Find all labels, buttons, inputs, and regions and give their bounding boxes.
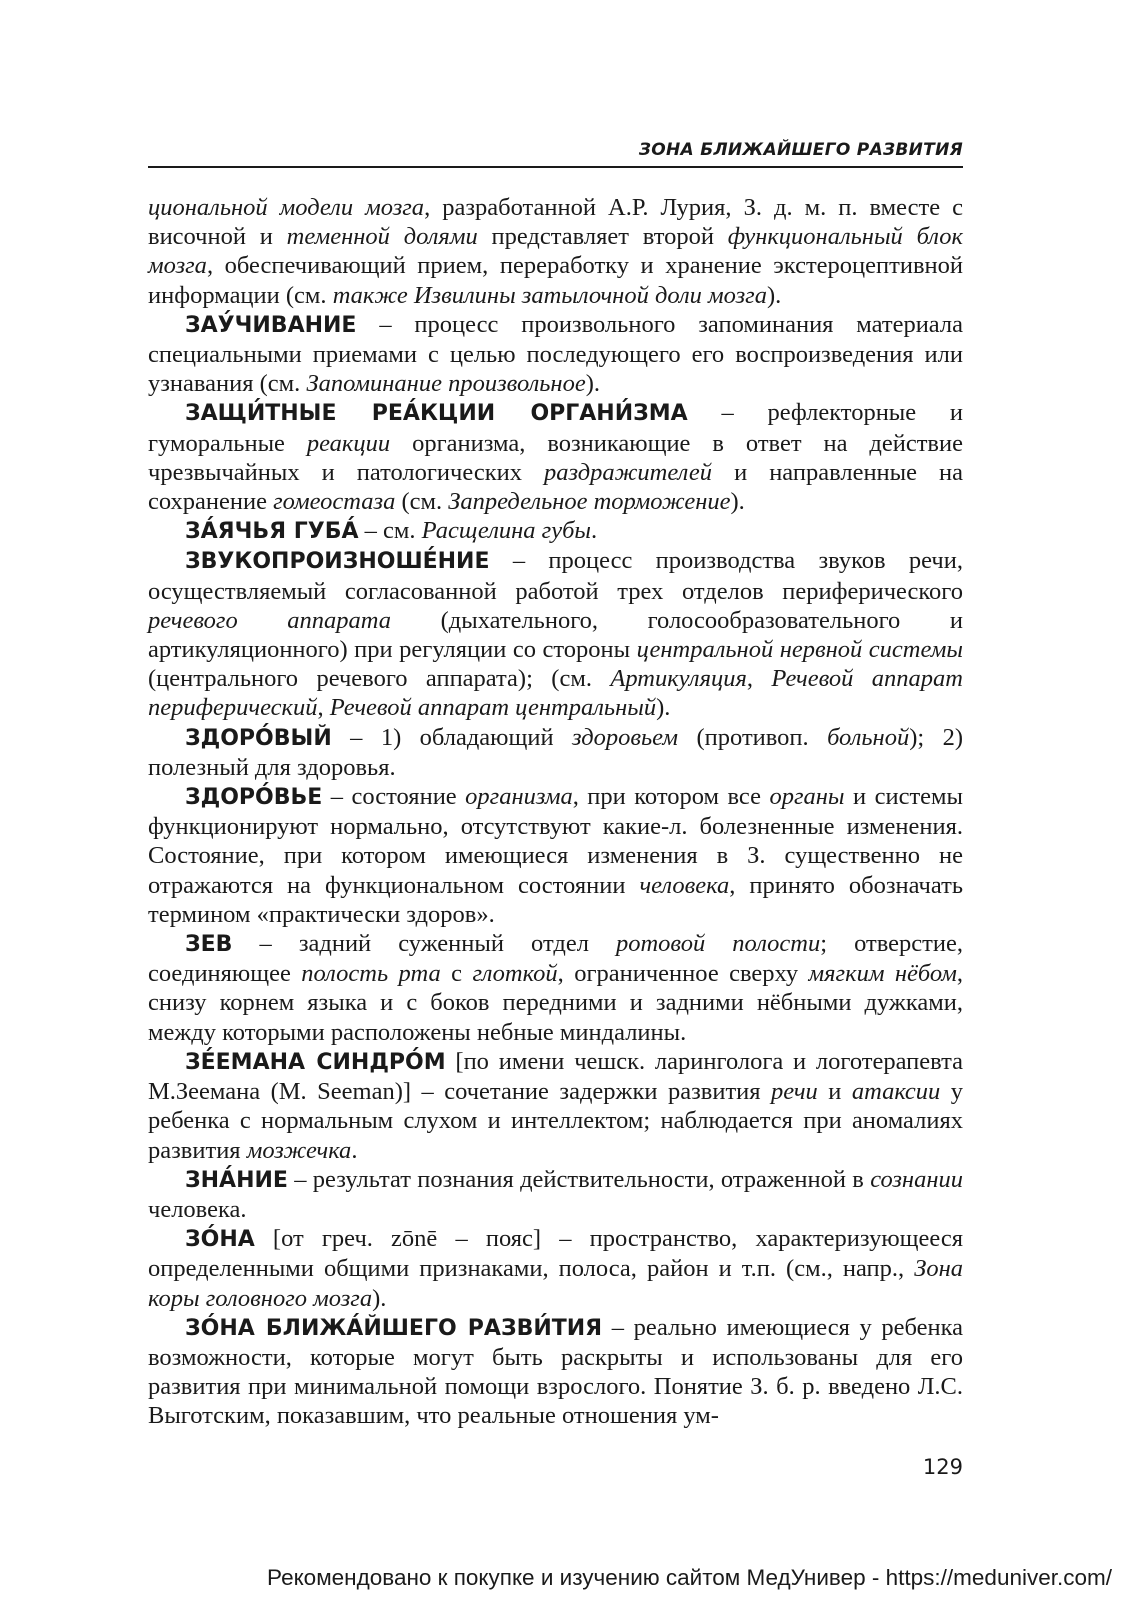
text: . <box>591 517 598 545</box>
italic-ref: Артикуляция <box>610 665 747 693</box>
text: ). <box>766 281 782 309</box>
italic-ref: раздражителей <box>544 458 713 486</box>
text: (центрального речевого аппарата); (см. <box>148 665 611 693</box>
italic-ref: Речевой аппарат центральный <box>329 694 657 722</box>
entry-zdorovye <box>148 782 963 929</box>
entry-term: ЗВУКОПРОИЗНОШЕ́НИЕ <box>185 549 490 575</box>
text: и системы функционируют нормально, отсутствуют какие-л. болезненные изменения. Состояние, при котором имеющиеся изменения в З. существенно не отражаются на функциональном состоянии <box>148 783 963 899</box>
text: – процесс произвольного запоминания материала специальными приемами с целью последующего его воспроизведения или узнавания (см. <box>148 310 963 398</box>
text: человека. <box>148 1195 247 1223</box>
text: (см. <box>395 488 449 516</box>
dictionary-text <box>148 193 963 1431</box>
text: – результат познания действительности, отраженной в <box>287 1165 871 1193</box>
italic-ref: гомеостаза <box>273 488 396 516</box>
text: , при котором все <box>572 783 770 811</box>
text: ); 2) полезный для здоровья. <box>148 723 963 781</box>
text: ). <box>585 370 600 398</box>
text: , разработанной А.Р. Лурия, З. д. м. п. вместе с височной и <box>148 194 963 251</box>
text: – состояние <box>322 783 466 811</box>
italic-ref: Зона коры головного мозга <box>148 1255 963 1312</box>
italic-ref: человека <box>639 871 730 899</box>
italic-ref: полость рта <box>301 960 441 988</box>
entry-znanie <box>148 1165 963 1224</box>
entry-term: ЗДОРО́ВЬЕ <box>185 785 323 811</box>
italic-ref: реакции <box>306 429 391 457</box>
text: , <box>317 694 330 722</box>
italic-ref: сознании <box>870 1165 963 1193</box>
text: с <box>440 960 473 988</box>
text: представляет второй <box>477 223 728 251</box>
text: ; отверстие, соединяющее <box>148 930 963 988</box>
entry-term: ЗАЩИ́ТНЫЕ РЕА́КЦИИ ОРГАНИ́ЗМА <box>185 401 688 427</box>
text: , обеспечивающий прием, переработку и хранение экстероцептивной информации (см. <box>148 252 963 309</box>
entry-zona <box>148 1224 963 1313</box>
italic-ref: Речевой аппарат периферический <box>148 665 963 722</box>
text: , снизу корнем языка и с боков передними и задними нёбными дужками, между которыми расположены небные миндалины. <box>148 960 963 1046</box>
italic-ref: речи <box>771 1078 818 1106</box>
text: [по имени чешск. ларинголога и логотерапевта М.Зеемана (M. Seeman)] – сочетание задержки развития <box>148 1047 963 1106</box>
italic-ref: ротовой полости <box>615 930 821 958</box>
text: и <box>817 1078 852 1106</box>
entry-continued <box>148 193 963 310</box>
text: , принято обозначать термином «практически здоров». <box>148 871 963 928</box>
italic-ref: здоровьем <box>572 723 679 751</box>
text: – задний суженный отдел <box>232 930 616 958</box>
entry-term: ЗАУ́ЧИВАНИЕ <box>185 312 357 338</box>
entry-zev <box>148 929 963 1047</box>
italic-ref: больной <box>827 723 910 751</box>
italic-ref: глоткой <box>472 960 558 988</box>
text: организма, возникающие в ответ на действие чрезвычайных и патологических <box>148 429 963 486</box>
entry-term: ЗДОРО́ВЫЙ <box>185 725 332 751</box>
italic-ref: речевого аппарата <box>148 606 392 634</box>
entry-term: ЗЕВ <box>185 932 233 958</box>
entry-term: ЗЕ́ЕМАНА СИНДРО́М <box>185 1049 446 1075</box>
italic-ref: атаксии <box>851 1078 941 1106</box>
entry-term: ЗО́НА БЛИЖА́ЙШЕГО РАЗВИ́ТИЯ <box>185 1315 603 1341</box>
text: – 1) обладающий <box>331 723 572 751</box>
entry-zdorovyy <box>148 723 963 782</box>
running-header: ЗОНА БЛИЖАЙШЕГО РАЗВИТИЯ <box>148 140 963 168</box>
italic-ref: циональной модели мозга <box>148 194 425 221</box>
text: – рефлекторные и гуморальные <box>148 399 963 457</box>
italic-ref: центральной нервной системы <box>636 636 963 664</box>
italic-ref: также Извилины затылочной доли мозга <box>332 281 767 309</box>
entry-zona-blizhayshego-razvitiya <box>148 1313 963 1431</box>
italic-ref: теменной долями <box>286 223 478 251</box>
italic-ref: Запоминание произвольное <box>306 370 586 398</box>
text: ). <box>372 1284 387 1312</box>
text: (дыхательного, голосообразовательного и артикуляционного) при регуляции со стороны <box>148 606 963 664</box>
text: [от греч. zōnē – пояс] – пространство, характеризующееся определенными общими признаками, полоса, район и т.п. (см., напр., <box>148 1225 963 1283</box>
italic-ref: организма <box>465 783 573 811</box>
text: , <box>746 665 772 693</box>
text: у ребенка с нормальным слухом и интеллектом; наблюдается при аномалиях развития <box>148 1078 963 1164</box>
entry-term: ЗО́НА <box>185 1227 255 1253</box>
text: ). <box>730 488 745 516</box>
footer-watermark: Рекомендовано к покупке и изучению сайтом МедУнивер - https://meduniver.com/ <box>267 1565 1112 1590</box>
italic-ref: Расщелина губы <box>421 517 592 545</box>
entry-term: ЗА́ЯЧЬЯ ГУБА́ <box>185 519 359 545</box>
text: ). <box>656 694 671 722</box>
text: и направленные на сохранение <box>148 458 964 516</box>
text: – реально имеющиеся у ребенка возможности, которые могут быть раскрыты и использованы для его развития при минимальной помощи взрослого. Понятие З. б. р. введено Л.С. Выготским, показавшим, что реальные отношения ум- <box>148 1313 963 1430</box>
italic-ref: мозжечка <box>246 1136 352 1164</box>
text: . <box>351 1136 358 1164</box>
italic-ref: функциональный блок мозга <box>148 223 963 280</box>
text: (противоп. <box>678 723 828 751</box>
entry-term: ЗНА́НИЕ <box>185 1167 288 1193</box>
entry-zayachya-guba <box>148 516 963 546</box>
entry-zvukoproiznoshenie <box>148 546 963 722</box>
page-number: 129 <box>922 1455 963 1479</box>
italic-ref: органы <box>769 783 845 811</box>
italic-ref: мягким нёбом <box>808 960 957 988</box>
italic-ref: Запредельное торможение <box>448 488 731 516</box>
entry-zeemana-sindrom <box>148 1047 963 1165</box>
text: , ограниченное сверху <box>557 960 809 988</box>
text: – см. <box>358 517 422 545</box>
entry-zashchitnye-reaktsii <box>148 398 963 516</box>
text: – процесс производства звуков речи, осуществляемый согласованной работой трех отделов периферического <box>148 547 963 605</box>
entry-zauchivanie <box>148 310 963 399</box>
